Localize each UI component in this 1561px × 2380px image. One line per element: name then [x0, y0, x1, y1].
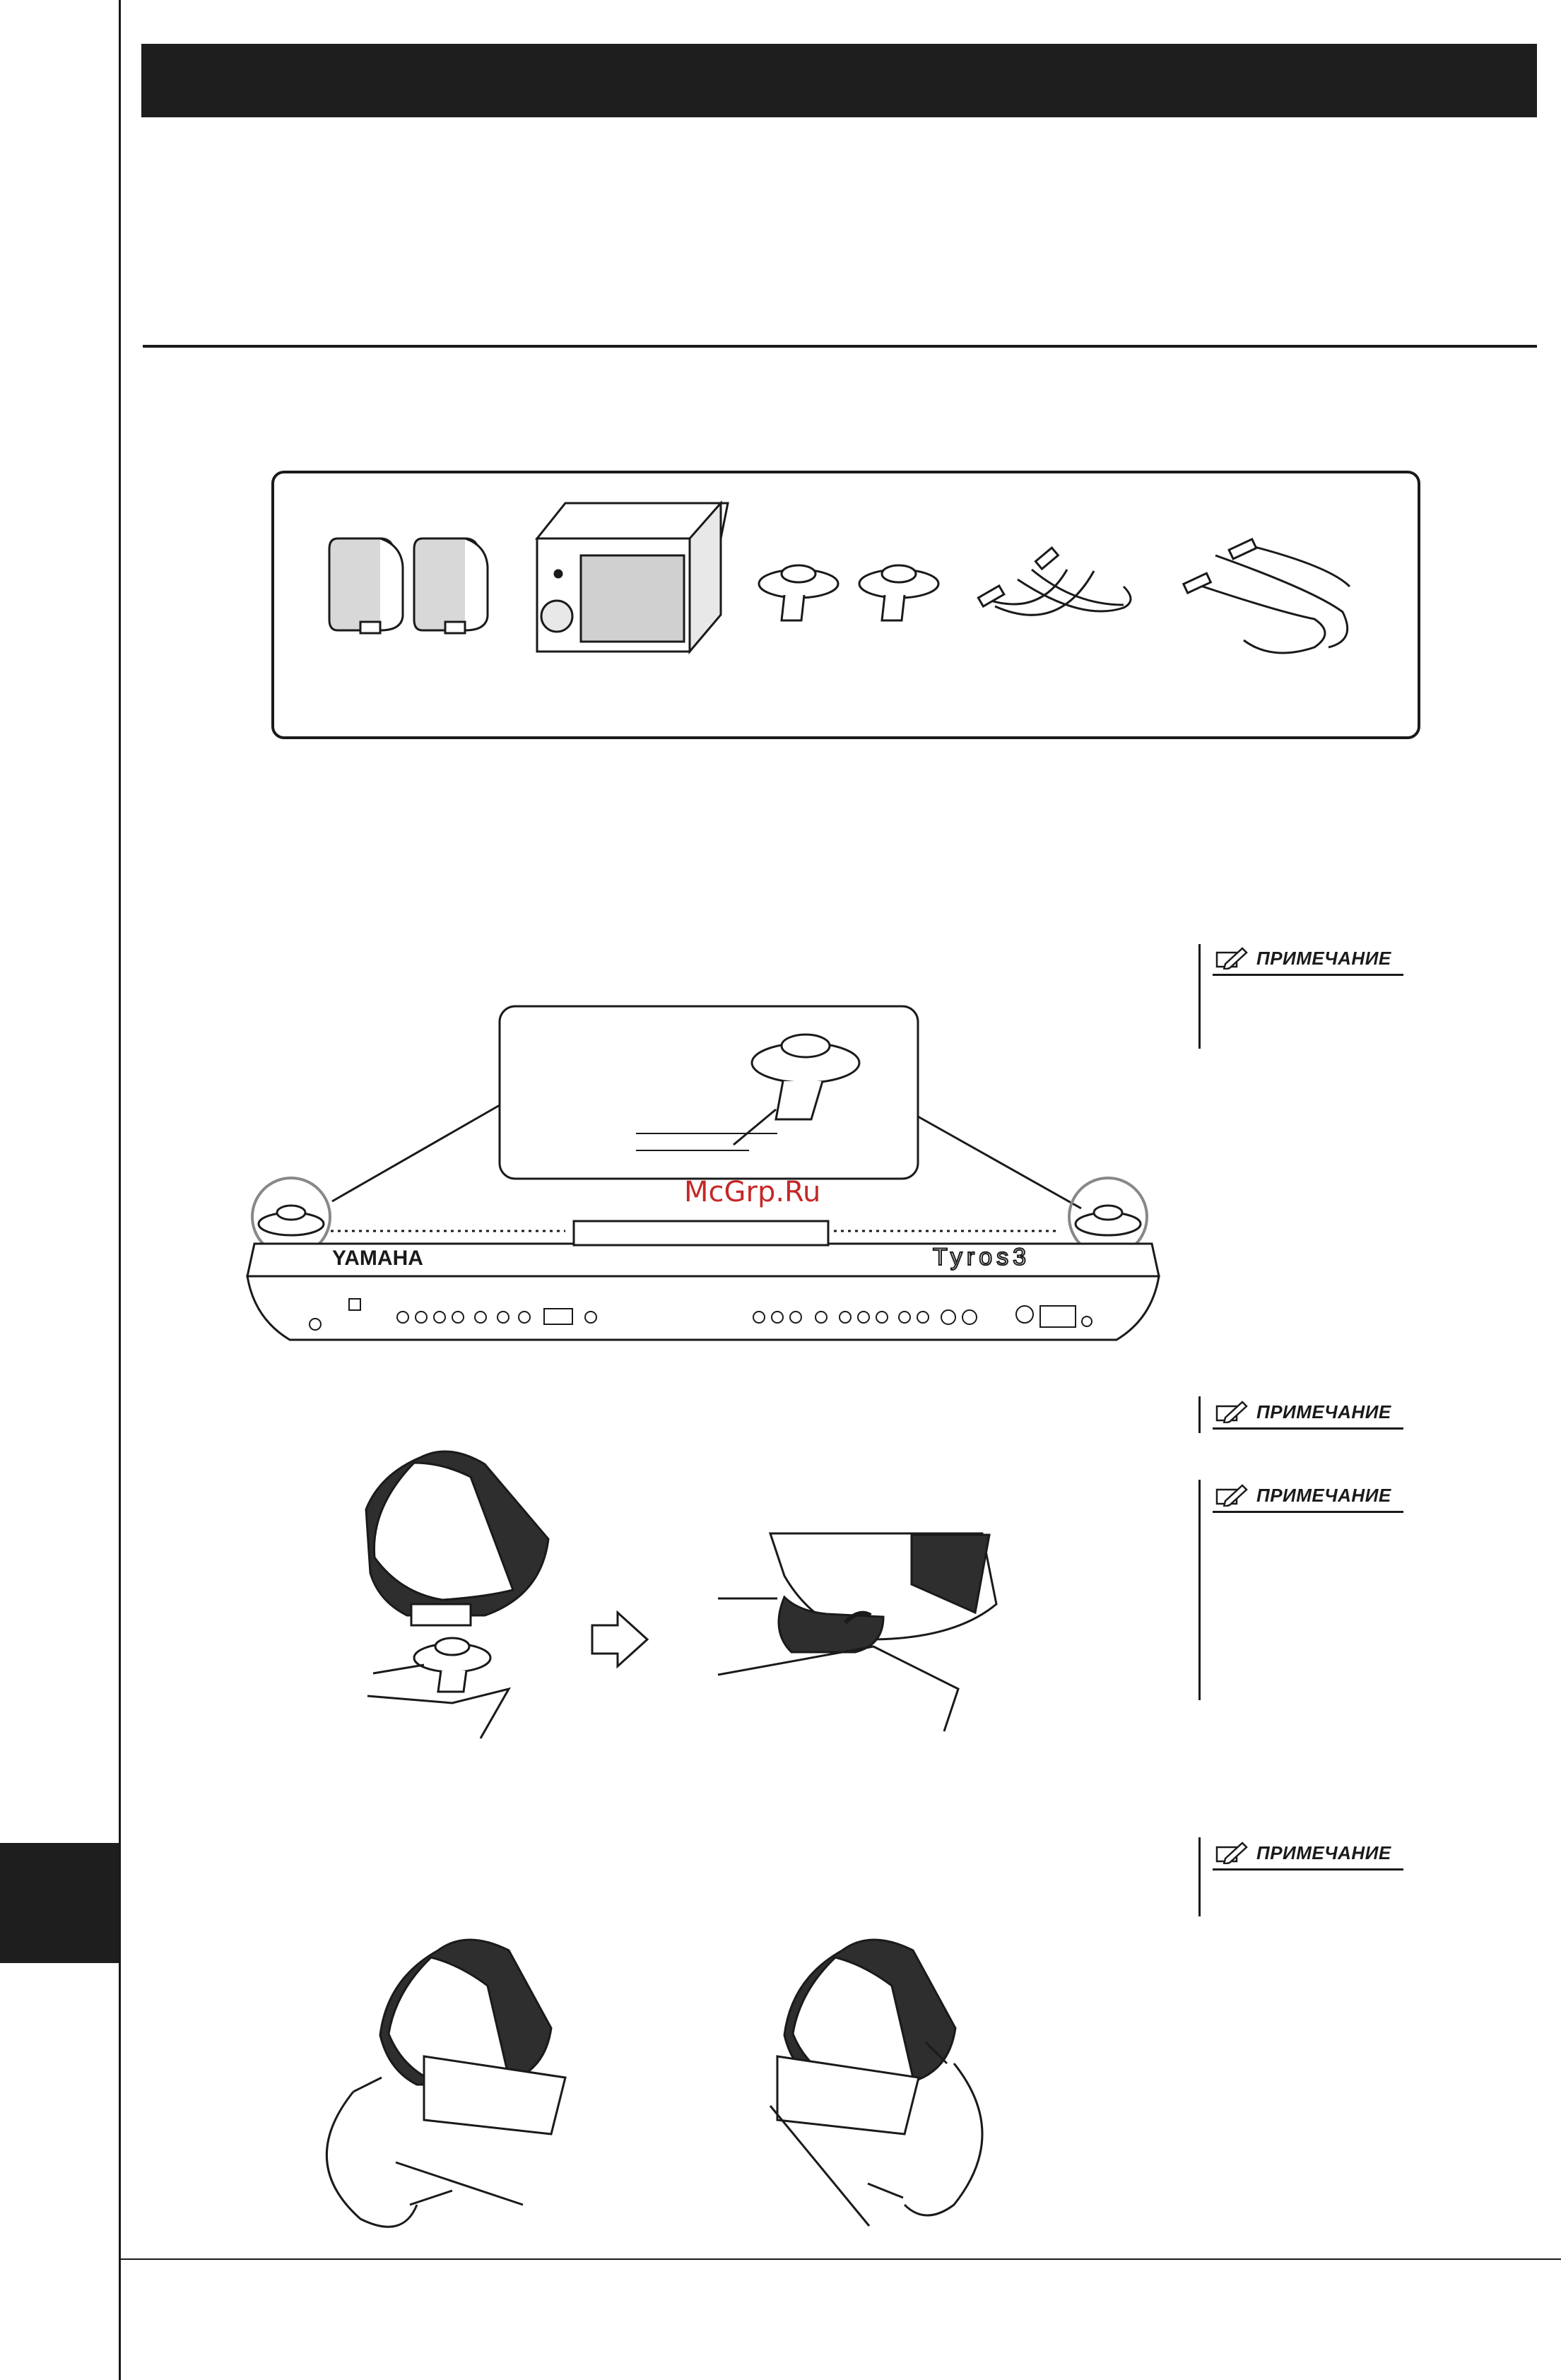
note-label: ПРИМЕЧАНИЕ: [1256, 1401, 1391, 1422]
note-label: ПРИМЕЧАНИЕ: [1256, 1842, 1391, 1863]
note-2: [1215, 1401, 1391, 1423]
note-2-vline: [1198, 1396, 1201, 1433]
note-3-vline: [1198, 1480, 1201, 1700]
pencil-note-icon: [1215, 1842, 1249, 1864]
note-label: ПРИМЕЧАНИЕ: [1256, 1484, 1391, 1506]
keyboard-model: Tyros3: [933, 1244, 1031, 1271]
left-speaker-connection: [326, 1940, 565, 2227]
watermark: McGrp.Ru: [684, 1176, 821, 1208]
note-2-rule: [1213, 1427, 1403, 1430]
pencil-note-icon: [1215, 1401, 1249, 1423]
note-4-vline: [1198, 1837, 1201, 1916]
note-1: [1215, 947, 1391, 970]
note-1-rule: [1213, 974, 1403, 976]
note-4: [1215, 1842, 1391, 1864]
pencil-note-icon: [1215, 947, 1249, 970]
pencil-note-icon: [1215, 1484, 1249, 1507]
note-1-vline: [1198, 944, 1201, 1049]
right-speaker-connection: [770, 1940, 982, 2226]
note-3: [1215, 1484, 1391, 1507]
keyboard-brand: YAMAHA: [332, 1247, 423, 1270]
note-label: ПРИМЕЧАНИЕ: [1256, 947, 1391, 969]
note-4-rule: [1213, 1868, 1403, 1871]
note-3-rule: [1213, 1511, 1403, 1513]
